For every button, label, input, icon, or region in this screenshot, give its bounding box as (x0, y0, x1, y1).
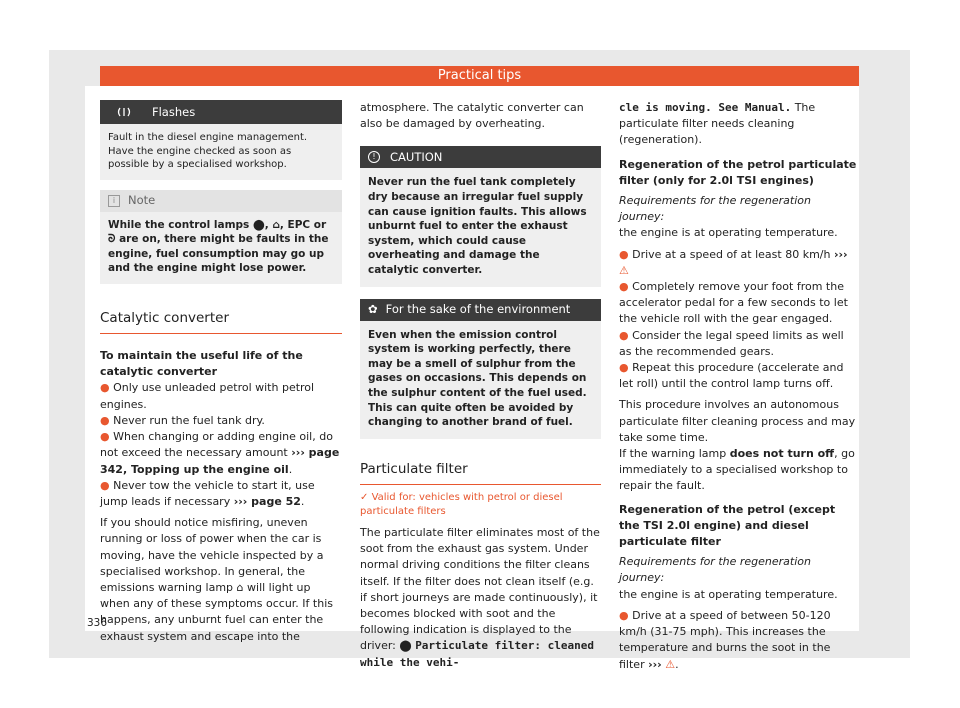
c3-bullet-4: ● Repeat this procedure (accelerate and let roll) until the control lamp turns off. (619, 361, 844, 391)
check-icon: ✓ (360, 491, 372, 503)
page-number: 336 (87, 617, 108, 629)
epc-icon: EPC (287, 218, 311, 231)
note-sep-1: , (264, 218, 269, 231)
autonomous-paragraph: This procedure involves an autonomous particulate filter cleaning process and may take some time. (619, 398, 856, 444)
caution-box (360, 146, 601, 286)
catalytic-intro: To maintain the useful life of the catalytic converter (100, 349, 303, 379)
page-header: Practical tips (100, 66, 859, 86)
car-icon: ⬤ (252, 218, 265, 231)
bullet-4: ● Never tow the vehicle to start it, use jump leads if necessary ››› page 52. (100, 478, 315, 508)
valid-for: ✓ Valid for: vehicles with petrol or diesel particulate filters (360, 491, 563, 517)
flashes-box (100, 124, 342, 180)
environment-header (360, 299, 601, 321)
caution-icon: ! (368, 151, 380, 163)
environment-title: For the sake of the environment (385, 302, 571, 317)
heading-petrol-diesel: Regeneration of the petrol (except the TSI 2.0l engine) and diesel particulate filter (619, 502, 836, 549)
c3-bullet-1: ● Drive at a speed of at least 80 km/h ››› ⚠ (619, 247, 848, 277)
flashes-bar (100, 100, 342, 124)
note-header (100, 190, 342, 212)
warning-lamp-paragraph: If the warning lamp does not turn off, go immediately to a specialised workshop to repair the fault. (619, 447, 855, 493)
emissions-lamp-icon: ⌂ (236, 580, 244, 594)
car-icon-inline: ⬤ (399, 639, 412, 653)
note-title: Note (128, 193, 156, 208)
caution-text: Never run the fuel tank completely dry because an irregular fuel supply can cause ignition faults. This allows unburnt fuel to enter the exhaust system, which could cause overheating and damage the catalytic converter. (368, 176, 587, 276)
glow-plug-small-icon: ᘐ (108, 233, 116, 246)
bullet-2: ● Never run the fuel tank dry. (100, 413, 265, 427)
flashes-line-1: Fault in the diesel engine management. (108, 132, 308, 143)
bullet-3: ● When changing or adding engine oil, do not exceed the necessary amount ››› page 342, Topping up the engine oil. (100, 430, 340, 476)
requirements-1: Requirements for the regeneration journey: the engine is at operating temperature. (619, 194, 838, 240)
info-icon: i (108, 195, 120, 207)
column-2 (360, 100, 601, 671)
col3-continuation: cle is moving. See Manual. The particulate filter needs cleaning (regeneration). (619, 101, 816, 147)
environment-text: Even when the emission control system is working perfectly, there may be a smell of sulphur from the gases on occasions. This depends on the sulphur content of the fuel used. This can quite often be avoided by changing to another brand of fuel. (368, 328, 587, 429)
note-box (100, 190, 342, 284)
particulate-paragraph: The particulate filter eliminates most of the soot from the exhaust gas system. Under normal driving conditions the filter cleans itself. If the filter does not clean itself (e.g. if short journeys are made continuously), it becomes blocked with soot and the following indication is displayed to the driver: ⬤ Particulate filter: cleaned while the vehi- (360, 525, 600, 669)
caution-header (360, 146, 601, 168)
warning-icon: ⚠ (619, 263, 629, 277)
column-3 (619, 100, 859, 673)
warning-icon-2: ⚠ (665, 657, 676, 671)
flashes-line-2: Have the engine checked as soon as possible by a specialised workshop. (108, 145, 292, 170)
requirements-2: Requirements for the regeneration journey: the engine is at operating temperature. (619, 555, 838, 601)
note-sep-2: , (279, 218, 284, 231)
glow-plug-icon (104, 105, 144, 119)
heading-petrol-tsi: Regeneration of the petrol particulate filter (only for 2.0l TSI engines) (619, 157, 857, 187)
flashes-label: Flashes (152, 104, 196, 119)
c3-bullet-2: ● Completely remove your foot from the accelerator pedal for a few seconds to let the vehicle roll with the gear engaged. (619, 280, 848, 326)
environment-box (360, 299, 601, 439)
c3-bullet-5: ● Drive at a speed of between 50-120 km/h (31-75 mph). This increases the temperature and burns the soot in the filter ››› ⚠. (619, 608, 831, 671)
flower-icon: ✿ (368, 302, 378, 317)
section-title-particulate: Particulate filter (360, 461, 601, 485)
c3-bullet-3: ● Consider the legal speed limits as well as the recommended gears. (619, 328, 844, 358)
link-page-342[interactable]: ››› page 342, Topping up the engine oil (100, 446, 340, 476)
note-text-a: While the control lamps (108, 218, 250, 231)
column-1 (100, 100, 342, 645)
caution-title: CAUTION (390, 150, 443, 165)
link-page-52[interactable]: ››› page 52 (233, 494, 301, 508)
engine-icon: ⌂ (272, 218, 280, 231)
col2-continuation: atmosphere. The catalytic converter can also be damaged by overheating. (360, 101, 584, 131)
note-text-b: are on, there might be faults in the engine, fuel consumption may go up and the engine might lose power. (108, 233, 329, 275)
bullet-1: ● Only use unleaded petrol with petrol engines. (100, 381, 315, 411)
note-text (100, 212, 342, 284)
section-title-catalytic: Catalytic converter (100, 310, 342, 334)
note-or: or (313, 218, 327, 231)
catalytic-paragraph: If you should notice misfiring, uneven running or loss of power when the car is moving, have the vehicle inspected by a specialised workshop. In general, the emissions warning lamp ⌂ will light up when any of these symptoms occur. If this happens, any unburnt fuel can enter the exhaust system and escape into the (100, 516, 333, 643)
